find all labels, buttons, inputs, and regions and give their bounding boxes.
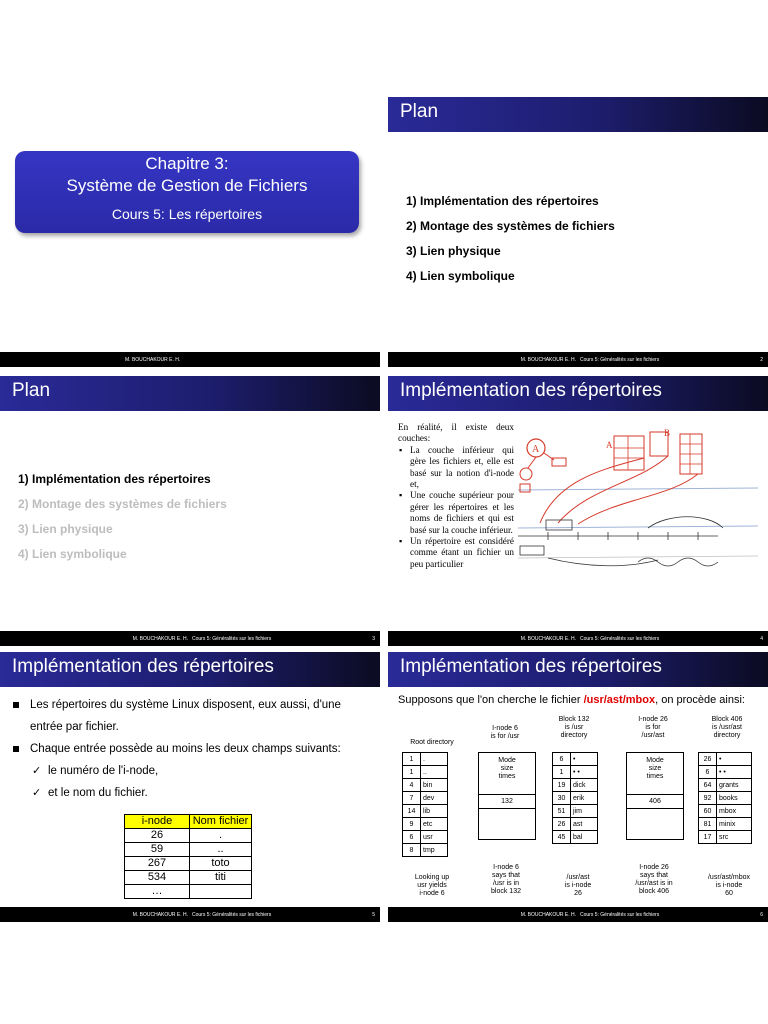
- footer-course: Cours 5: Généralités sur les fichiers: [580, 912, 660, 918]
- inode6-box: Mode size times 132: [478, 752, 536, 840]
- layer-bullet: ▪ Un répertoire est considéré comme étant un fichier un peu particulier: [410, 536, 514, 570]
- slide-2-plan[interactable]: [388, 97, 768, 367]
- step-caption: /usr/ast is i-node 26: [564, 874, 592, 897]
- directory-entries-table: [124, 814, 252, 899]
- plan-item: 1) Implémentation des répertoires: [406, 194, 599, 208]
- inode6-block-number: 132: [479, 794, 535, 808]
- slide-6-lookup[interactable]: [388, 652, 768, 922]
- table-row: 59 ..: [125, 843, 252, 857]
- layer-bullet: ▪ La couche inférieur qui gère les fichiers et, elle est basé sur la notion d'i-node et,: [410, 445, 514, 491]
- slide-footer: [0, 631, 380, 646]
- bullet-item: Chaque entrée possède au moins les deux champs suivants:: [10, 738, 341, 760]
- plan-item-dim: 3) Lien physique: [18, 522, 113, 536]
- slide-title-bar: [0, 376, 380, 411]
- chapter-number: Chapitre 3:: [145, 154, 229, 173]
- page-number: 2: [760, 357, 763, 363]
- slide-footer: [0, 352, 380, 367]
- plan-list: [406, 194, 615, 294]
- slide-3-plan[interactable]: [0, 376, 380, 646]
- footer-author: M. BOUCHAKOUR E. H.: [125, 357, 181, 363]
- slide-title-bar: [388, 97, 768, 132]
- table-row: 534 titi: [125, 871, 252, 885]
- block132-table: 6 • 1 • • 19 dick 30 erik 51 jim 26 ast 45 bal: [552, 752, 598, 844]
- inode26-caption: I-node 26 is for /usr/ast: [638, 716, 668, 739]
- step-caption: I-node 6 says that /usr is in block 132: [491, 864, 521, 895]
- plan-item: 3) Lien physique: [406, 244, 501, 258]
- plan-item-dim: 2) Montage des systèmes de fichiers: [18, 497, 227, 511]
- bullet-continuation: entrée par fichier.: [30, 721, 119, 733]
- slide-1-title[interactable]: [0, 97, 380, 367]
- slide-footer: [0, 907, 380, 922]
- slide-5-entries[interactable]: [0, 652, 380, 922]
- bullet-item: Les répertoires du système Linux disposent, eux aussi, d'une: [10, 694, 341, 716]
- slide-title: Implémentation des répertoires: [400, 380, 662, 401]
- footer-author: M. BOUCHAKOUR E. H.: [520, 357, 576, 363]
- column-header-name: Nom fichier: [190, 815, 252, 829]
- footer-author: M. BOUCHAKOUR E. H.: [520, 912, 576, 918]
- page-number: 3: [372, 636, 375, 642]
- slide-footer: [388, 631, 768, 646]
- plan-list: [18, 472, 227, 572]
- block132-caption: Block 132 is /usr directory: [558, 716, 590, 739]
- layers-intro: En réalité, il existe deux couches:: [398, 422, 514, 444]
- page-number: 6: [760, 912, 763, 918]
- block406-caption: Block 406 is /usr/ast directory: [711, 716, 743, 739]
- step-caption: /usr/ast/mbox is i-node 60: [707, 874, 750, 897]
- slide-title: Implémentation des répertoires: [12, 656, 274, 677]
- inode6-caption: I-node 6 is for /usr: [490, 725, 520, 740]
- svg-text:A: A: [606, 440, 613, 450]
- slide-footer: [388, 352, 768, 367]
- table-row: …: [125, 885, 252, 899]
- slide-title: Implémentation des répertoires: [400, 656, 662, 677]
- check-item: ✓ et le nom du fichier.: [10, 782, 341, 804]
- slide-4-implementation[interactable]: [388, 376, 768, 646]
- footer-author: M. BOUCHAKOUR E. H.: [520, 636, 576, 642]
- course-subtitle: Cours 5: Les répertoires: [111, 206, 263, 222]
- svg-text:A: A: [532, 444, 540, 455]
- table-row: 26 .: [125, 829, 252, 843]
- slide-title: Plan: [12, 380, 51, 401]
- inode26-block-number: 406: [627, 794, 683, 808]
- entries-description: [10, 694, 341, 804]
- plan-item: 4) Lien symbolique: [406, 269, 515, 283]
- plan-item-active: 1) Implémentation des répertoires: [18, 472, 211, 486]
- chapter-title-box: [15, 151, 359, 233]
- slide-title-bar: [388, 652, 768, 687]
- slide-title: Plan: [400, 101, 439, 122]
- footer-author: M. BOUCHAKOUR E. H.: [132, 636, 188, 642]
- path-lookup-diagram: [388, 714, 768, 904]
- slide-title-bar: [388, 376, 768, 411]
- slide-title-bar: [0, 652, 380, 687]
- svg-text:B: B: [664, 428, 671, 438]
- path-highlight: /usr/ast/mbox: [583, 694, 656, 706]
- footer-course: Cours 5: Généralités sur les fichiers: [580, 357, 660, 363]
- footer-course: Cours 5: Généralités sur les fichiers: [580, 636, 660, 642]
- root-caption: Root directory: [410, 739, 454, 746]
- inode26-box: Mode size times 406: [626, 752, 684, 840]
- plan-item: 2) Montage des systèmes de fichiers: [406, 219, 615, 233]
- table-row: 267 toto: [125, 857, 252, 871]
- layers-description: [398, 422, 514, 570]
- chapter-title: Système de Gestion de Fichiers: [66, 176, 308, 195]
- column-header-inode: i-node: [125, 815, 190, 829]
- layer-bullet: ▪ Une couche supérieur pour gérer les répertoires et les noms de fichiers et qui est basé sur la couche inférieur.: [410, 490, 514, 536]
- step-caption: I-node 26 says that /usr/ast is in block 406: [635, 864, 673, 895]
- plan-item-dim: 4) Lien symbolique: [18, 547, 127, 561]
- slide-footer: [388, 907, 768, 922]
- footer-author: M. BOUCHAKOUR E. H.: [132, 912, 188, 918]
- page-number: 4: [760, 636, 763, 642]
- footer-course: Cours 5: Généralités sur les fichiers: [192, 912, 272, 918]
- page-number: 5: [372, 912, 375, 918]
- handwritten-sketch-image: [518, 428, 758, 598]
- check-item: ✓ le numéro de l'i-node,: [10, 760, 341, 782]
- block406-table: 26 • 6 • • 64 grants 92 books 60 mbox 81 minix 17 src: [698, 752, 752, 844]
- step-caption: Looking up usr yields i-node 6: [414, 874, 450, 897]
- footer-course: Cours 5: Généralités sur les fichiers: [192, 636, 272, 642]
- root-directory-table: 1 . 1 .. 4 bin 7 dev 14 lib 9 etc 6 usr 8 tmp: [402, 752, 448, 857]
- lookup-intro: Supposons que l'on cherche le fichier /usr/ast/mbox, on procède ainsi:: [398, 694, 745, 706]
